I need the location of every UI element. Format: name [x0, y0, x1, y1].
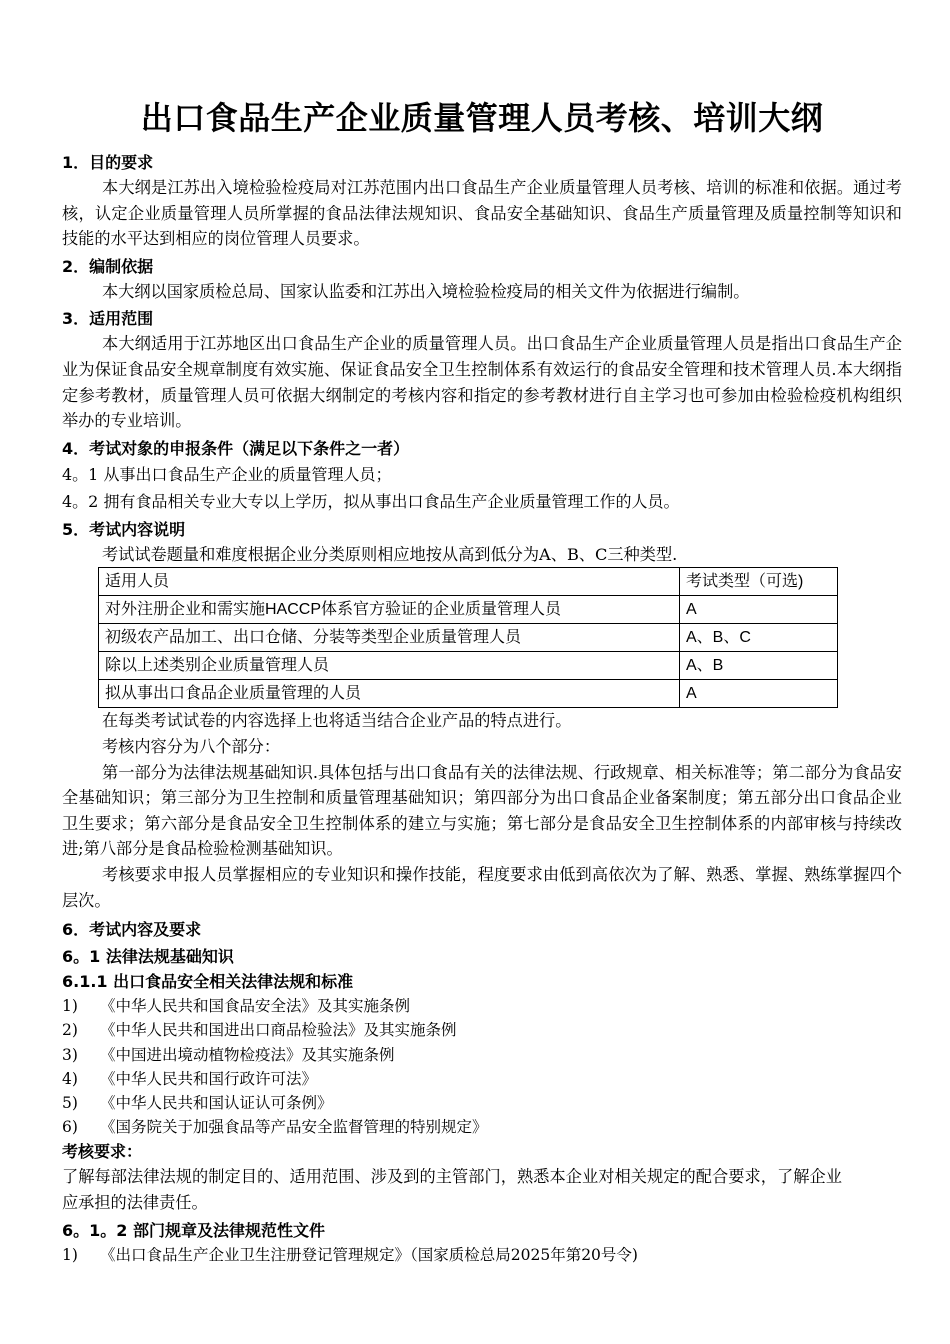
document-page [62, 96, 902, 1267]
section-2-body: 本大纲以国家质检总局、国家认监委和江苏出入境检验检疫局的相关文件为依据进行编制。 [102, 281, 750, 301]
table-header-cell: 适用人员 [99, 568, 680, 596]
section-4-item: 4。1 从事出口食品生产企业的质量管理人员； [62, 464, 392, 484]
list-item: 2) 《中华人民共和国进出口商品检验法》及其实施条例 [62, 1021, 457, 1040]
section-5-after-table: 在每类考试试卷的内容选择上也将适当结合企业产品的特点进行。 [102, 711, 572, 731]
section-4-item: 4。2 拥有食品相关专业大专以上学历，拟从事出口食品生产企业质量管理工作的人员。 [62, 491, 680, 511]
section-6-1-2-heading: 6。1。2 部门规章及法律规范性文件 [62, 1220, 325, 1240]
document-title: 出口食品生产企业质量管理人员考核、培训大纲 [140, 99, 824, 137]
section-6-heading: 6．考试内容及要求 [62, 920, 202, 940]
regulation-list [62, 1243, 902, 1267]
exam-type-table [98, 567, 838, 708]
list-item: 4) 《中华人民共和国行政许可法》 [62, 1069, 318, 1088]
section-5-heading: 5．考试内容说明 [62, 519, 186, 539]
section-5-parts: 第一部分为法律法规基础知识.具体包括与出口食品有关的法律法规、行政规章、相关标准等；第二部分为食品安全基础知识；第三部分为卫生控制和质量管理基础知识；第四部分为出口食品企业备案制度；第五部分出口食品企业卫生要求；第六部分是食品安全卫生控制体系的建立与实施；第七部分是食品安全卫生控制体系的内部审核与持续改进;第八部分是食品检验检测基础知识。 [62, 762, 902, 859]
list-item: 5) 《中华人民共和国认证认可条例》 [62, 1093, 333, 1112]
table-row [99, 624, 838, 652]
section-5-parts-intro: 考核内容分为八个部分： [102, 736, 281, 756]
list-item: 6) 《国务院关于加强食品等产品安全监督管理的特别规定》 [62, 1118, 488, 1137]
table-header-cell: 考试类型（可选) [680, 568, 838, 596]
table-row [99, 652, 838, 680]
table-header-row [99, 568, 838, 596]
table-cell: 初级农产品加工、出口仓储、分装等类型企业质量管理人员 [99, 624, 680, 652]
section-4-heading: 4．考试对象的申报条件（满足以下条件之一者） [62, 438, 410, 458]
table-cell: A [680, 596, 838, 624]
section-5-levels: 考核要求申报人员掌握相应的专业知识和操作技能，程度要求由低到高依次为了解、熟悉、掌握、熟练掌握四个层次。 [62, 864, 902, 910]
section-5-intro: 考试试卷题量和难度根据企业分类原则相应地按从高到低分为A、B、C三种类型. [102, 544, 678, 564]
list-item: 3) 《中国进出境动植物检疫法》及其实施条例 [62, 1045, 395, 1064]
section-1-body: 本大纲是江苏出入境检验检疫局对江苏范围内出口食品生产企业质量管理人员考核、培训的标准和依据。通过考核，认定企业质量管理人员所掌握的食品法律法规知识、食品安全基础知识、食品生产质量管理及质量控制等知识和技能的水平达到相应的岗位管理人员要求。 [62, 178, 902, 249]
table-cell: A、B、C [680, 624, 838, 652]
law-list [62, 994, 902, 1139]
section-3-body: 本大纲适用于江苏地区出口食品生产企业的质量管理人员。出口食品生产企业质量管理人员是指出口食品生产企业为保证食品安全规章制度有效实施、保证食品安全卫生控制体系有效运行的食品安全管理和技术管理人员.本大纲指定参考教材，质量管理人员可依据大纲制定的考核内容和指定的参考教材进行自主学习也可参加由检验检疫机构组织举办的专业培训。 [62, 334, 902, 431]
table-cell: 拟从事出口食品企业质量管理的人员 [99, 680, 680, 708]
section-2-heading: 2．编制依据 [62, 256, 154, 276]
table-cell: A [680, 680, 838, 708]
table-row [99, 596, 838, 624]
list-item: 1) 《出口食品生产企业卫生注册登记管理规定》（国家质检总局2025年第20号令) [62, 1245, 638, 1264]
section-1-heading: 1．目的要求 [62, 153, 154, 172]
table-row [99, 680, 838, 708]
table-cell: A、B [680, 652, 838, 680]
section-6-1-1-heading: 6.1.1 出口食品安全相关法律法规和标准 [62, 972, 354, 992]
table-cell: 除以上述类别企业质量管理人员 [99, 652, 680, 680]
section-3-heading: 3．适用范围 [62, 309, 154, 329]
table-cell: 对外注册企业和需实施HACCP体系官方验证的企业质量管理人员 [99, 596, 680, 624]
requirements-label: 考核要求： [62, 1142, 143, 1162]
section-6-1-heading: 6。1 法律法规基础知识 [62, 947, 234, 967]
list-item: 1) 《中华人民共和国食品安全法》及其实施条例 [62, 997, 411, 1016]
requirements-body: 了解每部法律法规的制定目的、适用范围、涉及到的主管部门，熟悉本企业对相关规定的配合要求，了解企业应承担的法律责任。 [62, 1167, 842, 1212]
